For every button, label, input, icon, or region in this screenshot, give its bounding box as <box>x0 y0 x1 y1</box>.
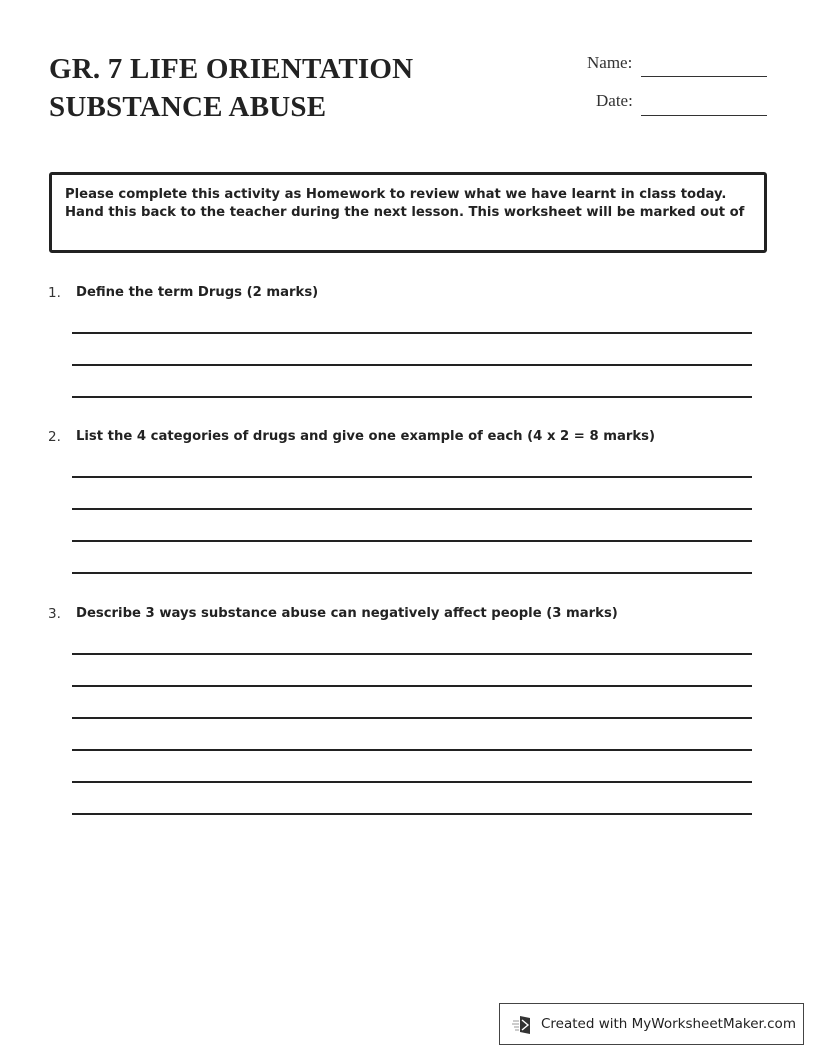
question-1-answer-line[interactable] <box>72 332 752 334</box>
question-1-number: 1. <box>48 285 61 301</box>
worksheet-title <box>49 50 413 126</box>
instructions-box <box>49 172 767 253</box>
question-2-number: 2. <box>48 429 61 445</box>
question-3-number: 3. <box>48 606 61 622</box>
title-line-1: GR. 7 LIFE ORIENTATION <box>49 53 414 85</box>
worksheet-maker-logo-icon <box>512 1014 534 1036</box>
question-3-answer-line[interactable] <box>72 781 752 783</box>
question-1-answer-line[interactable] <box>72 396 752 398</box>
question-3-answer-line[interactable] <box>72 653 752 655</box>
question-2-answer-line[interactable] <box>72 540 752 542</box>
question-2-answer-line[interactable] <box>72 476 752 478</box>
question-1-text: Define the term Drugs (2 marks) <box>76 285 319 300</box>
question-3-answer-line[interactable] <box>72 717 752 719</box>
instructions-text: Please complete this activity as Homework to review what we have learnt in class today. Hand this back to the teacher during the next lesson. This worksheet will be marked out of <box>65 187 745 220</box>
footer-badge[interactable] <box>499 1003 804 1045</box>
question-2-answer-line[interactable] <box>72 508 752 510</box>
question-3-answer-line[interactable] <box>72 813 752 815</box>
question-1-answer-line[interactable] <box>72 364 752 366</box>
title-line-2: SUBSTANCE ABUSE <box>49 91 327 123</box>
name-label: Name: <box>587 53 633 72</box>
question-3-answer-line[interactable] <box>72 685 752 687</box>
date-field[interactable] <box>641 115 767 116</box>
name-field[interactable] <box>641 76 767 77</box>
footer-text: Created with MyWorksheetMaker.com <box>541 1016 796 1032</box>
question-3-text: Describe 3 ways substance abuse can negatively affect people (3 marks) <box>76 606 618 621</box>
question-2-answer-line[interactable] <box>72 572 752 574</box>
question-2-text: List the 4 categories of drugs and give one example of each (4 x 2 = 8 marks) <box>76 429 656 444</box>
date-label: Date: <box>596 91 633 110</box>
question-3-answer-line[interactable] <box>72 749 752 751</box>
